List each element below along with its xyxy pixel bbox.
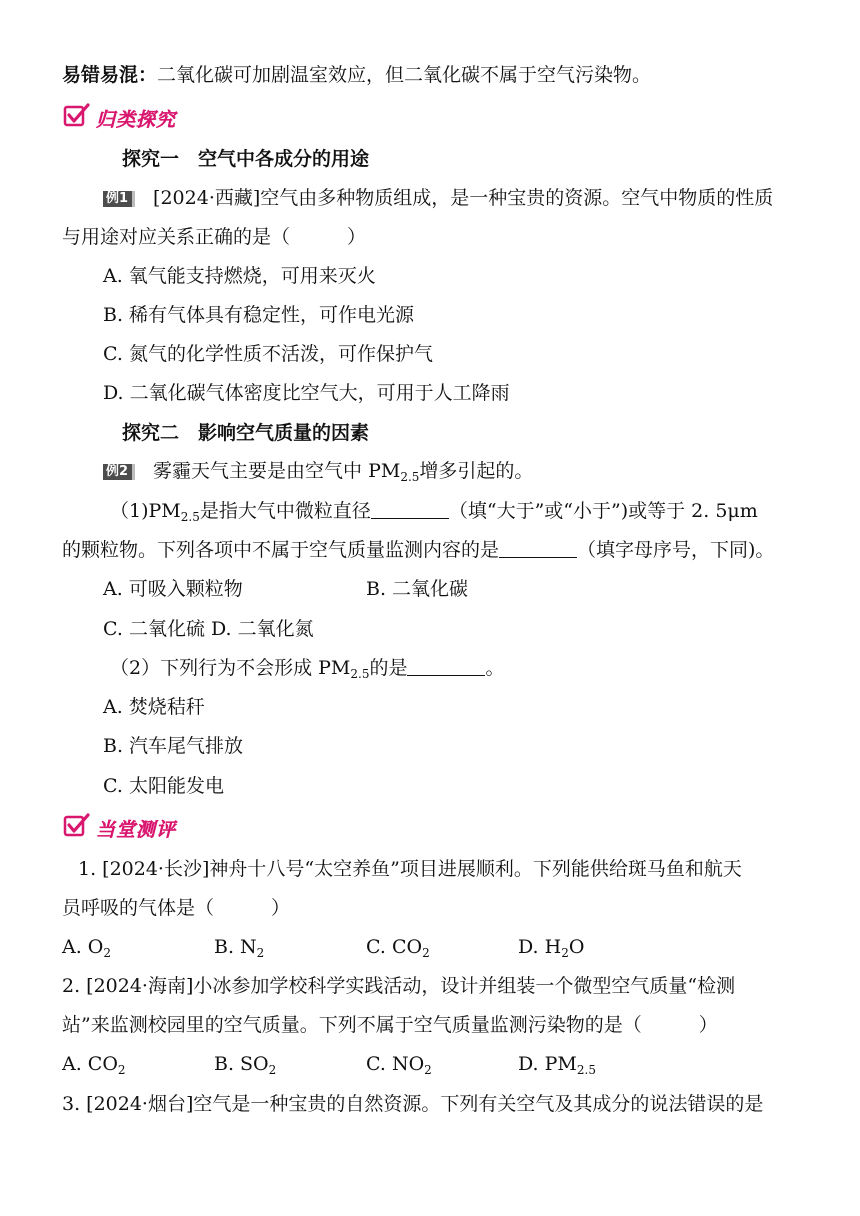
example-badge: 例2 [103, 464, 135, 480]
example2-stem [103, 458, 533, 490]
subscript: 2.5 [180, 510, 200, 524]
explore2-heading: 探究二 影响空气质量的因素 [122, 422, 370, 444]
question1-line2: 员呼吸的气体是（ ） [62, 897, 291, 919]
example2-stem-text: 雾霾天气主要是由空气中 PM [153, 460, 401, 482]
question2-line1: 2. [2024·海南]小冰参加学校科学实践活动，设计并组装一个微型空气质量“检测 [62, 975, 736, 997]
section-header-test [62, 813, 176, 843]
question1-line1: 1. [2024·长沙]神舟十八号“太空养鱼”项目进展顺利。下列能供给斑马鱼和航天 [78, 858, 742, 880]
option-a: A. 可吸入颗粒物 [103, 578, 243, 600]
q2-option-b: B. $SO_2$ [214, 1053, 277, 1077]
option-b: B. 二氧化碳 [366, 578, 469, 600]
q2-text: 。 [485, 657, 505, 679]
q2-text: （2）下列行为不会形成 PM [110, 657, 351, 679]
question3-line1: 3. [2024·烟台]空气是一种宝贵的自然资源。下列有关空气及其成分的说法错误的是 [62, 1093, 764, 1115]
section-title: 归类探究 [96, 108, 177, 131]
example2-q2-option-b: B. 汽车尾气排放 [103, 735, 244, 757]
answer-blank[interactable] [407, 657, 485, 676]
section-header-explore [62, 103, 176, 133]
checkbox-check-icon [62, 102, 90, 135]
example2-q1-line1 [110, 498, 758, 530]
subscript: 2.5 [350, 667, 370, 681]
q1-option-b: B. $N_2$ [214, 936, 265, 960]
q1-text: 是指大气中微粒直径 [199, 500, 371, 522]
q1-option-a: A. $O_2$ [62, 936, 112, 960]
example2-q2-option-c: C. 太阳能发电 [103, 775, 224, 797]
intro-text: 二氧化碳可加剧温室效应，但二氧化碳不属于空气污染物。 [157, 64, 652, 86]
example1-stem-line2: 与用途对应关系正确的是（ ） [62, 226, 367, 248]
checkbox-check-icon [62, 812, 90, 845]
section-title: 当堂测评 [96, 818, 177, 841]
example1-stem-line1 [103, 185, 773, 211]
question1-options [62, 934, 584, 966]
q2-option-d: D. $PM_{2.5}$ [518, 1053, 596, 1077]
q2-option-c: C. $NO_2$ [366, 1053, 432, 1077]
example-badge: 例1 [103, 191, 135, 207]
q1-text: （1)PM [110, 500, 181, 522]
question2-line2: 站”来监测校园里的空气质量。下列不属于空气质量监测污染物的是（ ） [62, 1014, 718, 1036]
example1-stem-text: [2024·西藏]空气由多种物质组成，是一种宝贵的资源。空气中物质的性质 [153, 187, 774, 209]
example1-option-a: A. 氧气能支持燃烧，可用来灭火 [103, 265, 376, 287]
example2-q1-line2 [62, 537, 774, 563]
subscript: 2.5 [400, 470, 420, 484]
q2-text: 的是 [369, 657, 408, 679]
q1-text: （填字母序号，下同)。 [577, 539, 775, 561]
example1-option-b: B. 稀有气体具有稳定性，可作电光源 [103, 304, 415, 326]
example2-stem-text-end: 增多引起的。 [419, 460, 534, 482]
q2-option-a: A. $CO_2$ [62, 1053, 126, 1077]
example2-q1-options-cd: C. 二氧化硫 D. 二氧化氮 [103, 618, 314, 640]
q1-option-d: D. $H_2O$ [518, 936, 585, 960]
question2-options [62, 1051, 596, 1083]
intro-note [62, 62, 651, 88]
explore1-heading: 探究一 空气中各成分的用途 [122, 148, 370, 170]
answer-blank[interactable] [499, 539, 577, 558]
example2-q1-options-ab [103, 576, 468, 602]
example2-q2-stem [110, 655, 505, 687]
example1-option-c: C. 氮气的化学性质不活泼，可作保护气 [103, 343, 433, 365]
q1-option-c: C. $CO_2$ [366, 936, 430, 960]
example1-option-d: D. 二氧化碳气体密度比空气大，可用于人工降雨 [103, 382, 510, 404]
q1-text: （填“大于”或“小于”)或等于 2. 5μm [448, 500, 758, 522]
example2-q2-option-a: A. 焚烧秸秆 [103, 696, 205, 718]
answer-blank[interactable] [371, 500, 449, 519]
intro-label: 易错易混： [62, 64, 158, 86]
q1-text: 的颗粒物。下列各项中不属于空气质量监测内容的是 [62, 539, 500, 561]
